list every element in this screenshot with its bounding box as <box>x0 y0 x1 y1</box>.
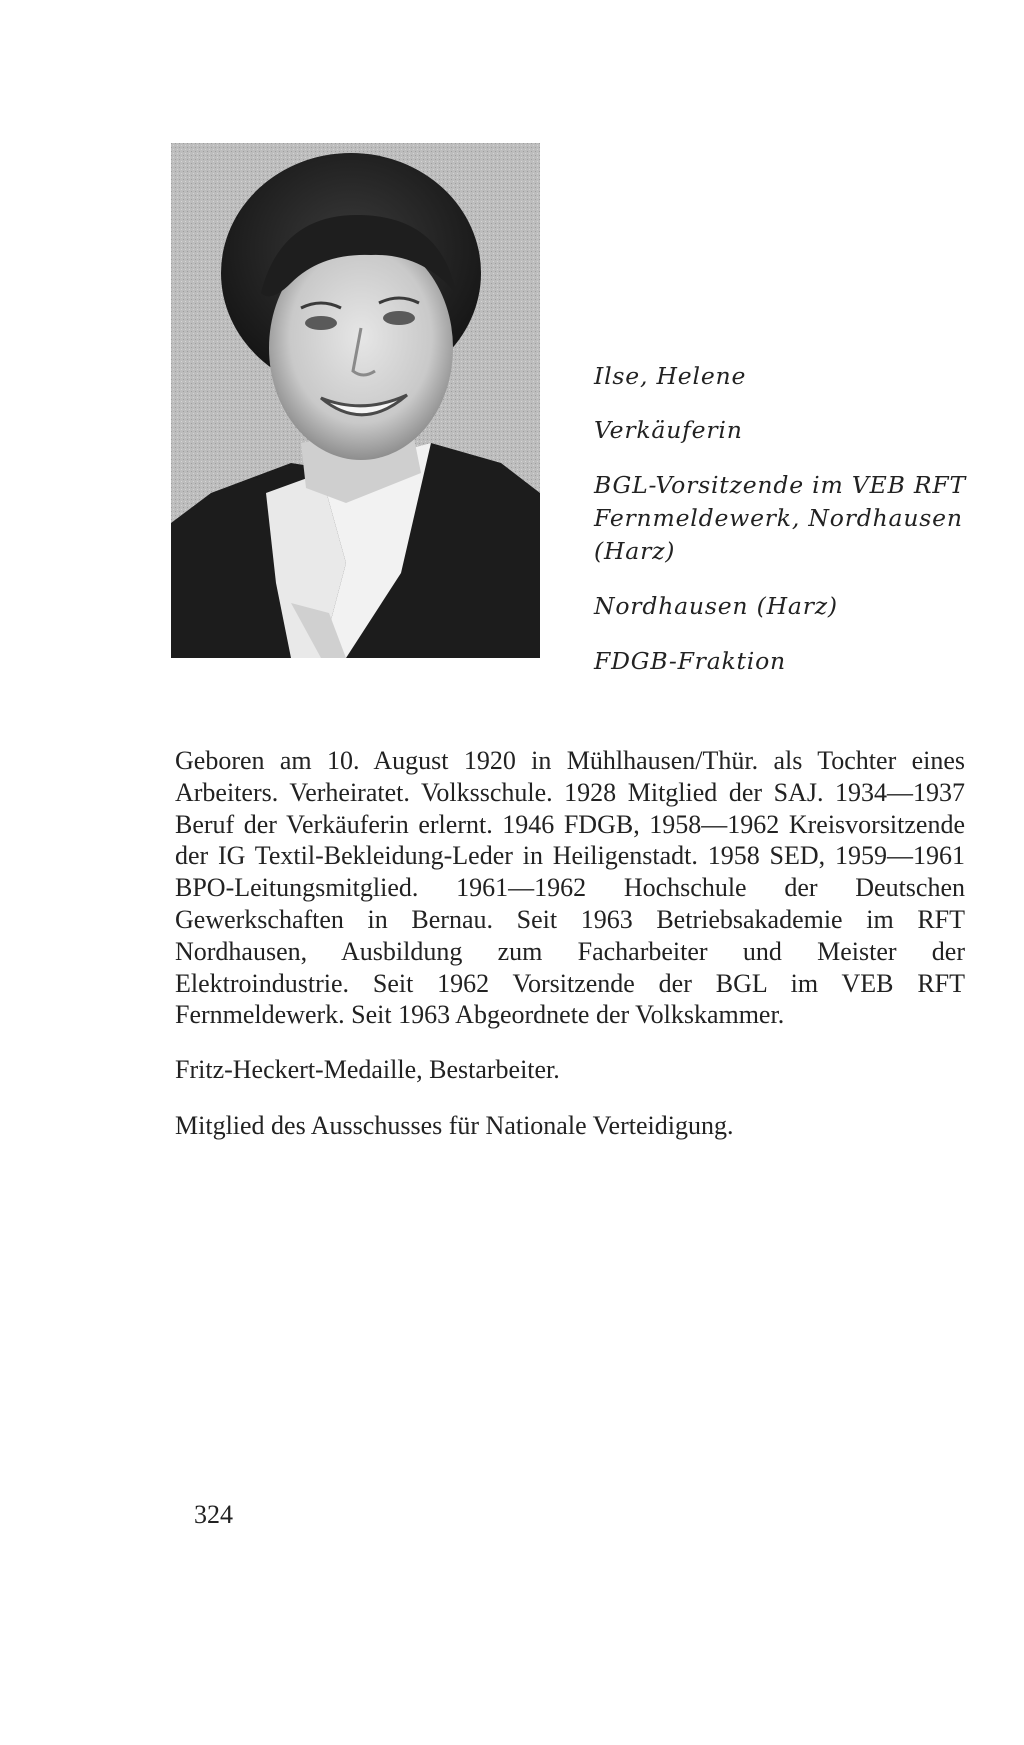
membership-text: Mitglied des Ausschusses für Nationale Verteidigung. <box>175 1110 734 1140</box>
profile-info <box>594 360 994 700</box>
portrait-illustration <box>171 143 540 658</box>
biography-text: Geboren am 10. August 1920 in Mühlhausen/Thür. als Tochter eines Arbeiters. Verheiratet. Volksschule. 1928 Mitglied der SAJ. 1934—1937 Beruf der Verkäuferin erlernt. 1946 FDGB, 1958—1962 Kreisvorsitzende der IG Textil-Bekleidung-Leder in Heiligenstadt. 1958 SED, 1959—1961 BPO-Leitungsmitglied. 1961—1962 Hochschule der Deutschen Gewerkschaften in Bernau. Seit 1963 Betriebsakademie im RFT Nordhausen, Ausbildung zum Facharbeiter und Meister der Elektroindustrie. Seit 1962 Vorsitzende der BGL im VEB RFT Fernmeldewerk. Seit 1963 Abgeordnete der Volkskammer. <box>175 746 965 1030</box>
page-number: 324 <box>194 1500 233 1529</box>
person-name: Ilse, Helene <box>594 362 747 390</box>
portrait-photo <box>171 143 540 658</box>
position: BGL-Vorsitzende im VEB RFT Fernmeldewerk, Nordhausen (Harz) <box>594 471 966 565</box>
constituency: Nordhausen (Harz) <box>594 592 838 620</box>
faction: FDGB-Fraktion <box>594 647 786 675</box>
occupation: Verkäuferin <box>594 416 743 444</box>
awards-text: Fritz-Heckert-Medaille, Bestarbeiter. <box>175 1055 560 1085</box>
biography-section <box>175 745 965 1142</box>
